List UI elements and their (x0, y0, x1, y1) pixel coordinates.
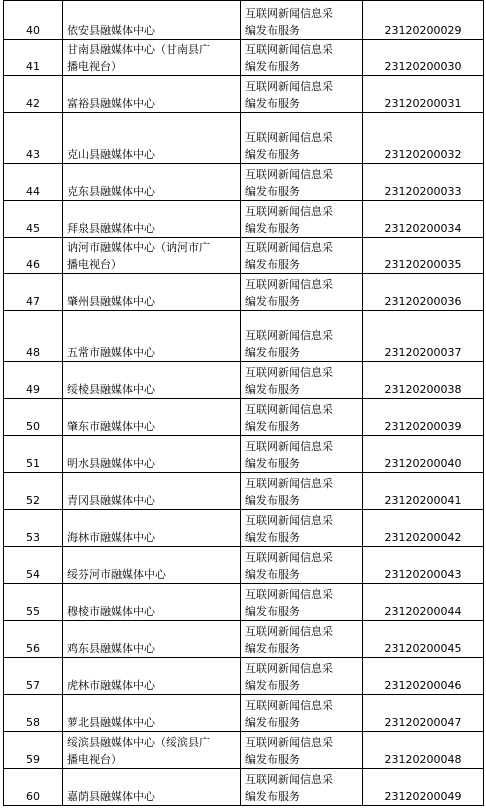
service-type: 互联网新闻信息采 编发布服务 (245, 662, 333, 692)
license-code: 23120200047 (384, 716, 462, 729)
row-number-cell (4, 621, 63, 658)
license-code-cell (363, 164, 484, 201)
organization-name-cell (63, 547, 241, 584)
organization-name: 富裕县融媒体中心 (67, 97, 155, 110)
license-code: 23120200037 (384, 346, 462, 359)
row-number-cell (4, 76, 63, 113)
service-type: 互联网新闻信息采 编发布服务 (245, 699, 333, 729)
license-code-cell (363, 732, 484, 769)
license-code: 23120200045 (384, 642, 462, 655)
service-type-cell (241, 399, 363, 436)
service-type-cell (241, 238, 363, 274)
row-number-cell (4, 274, 63, 311)
organization-name: 依安县融媒体中心 (67, 24, 155, 37)
row-number: 60 (26, 790, 40, 803)
license-code-cell (363, 274, 484, 311)
organization-name-cell (63, 436, 241, 473)
service-type-cell (241, 1, 363, 40)
table-row (4, 584, 484, 621)
license-code: 23120200033 (384, 185, 462, 198)
table-row (4, 436, 484, 473)
organization-name: 五常市融媒体中心 (67, 346, 155, 359)
organization-name: 甘南县融媒体中心（甘南县广 播电视台） (67, 43, 210, 73)
service-type: 互联网新闻信息采 编发布服务 (245, 588, 333, 618)
license-code-cell (363, 76, 484, 113)
organization-name: 拜泉县融媒体中心 (67, 222, 155, 235)
organization-name-cell (63, 311, 241, 362)
service-type: 互联网新闻信息采 编发布服务 (245, 329, 333, 359)
organization-name: 肇东市融媒体中心 (67, 420, 155, 433)
table-row (4, 40, 484, 76)
row-number: 42 (26, 97, 40, 110)
license-code-cell (363, 658, 484, 695)
organization-name: 绥滨县融媒体中心（绥滨县广 播电视台） (67, 736, 210, 766)
table-row (4, 362, 484, 399)
organization-name-cell (63, 238, 241, 274)
row-number: 55 (26, 605, 40, 618)
row-number-cell (4, 658, 63, 695)
license-code-cell (363, 362, 484, 399)
service-type-cell (241, 732, 363, 769)
row-number: 46 (26, 258, 40, 271)
license-code: 23120200041 (384, 494, 462, 507)
row-number: 53 (26, 531, 40, 544)
service-type-cell (241, 164, 363, 201)
table-row (4, 732, 484, 769)
license-code: 23120200036 (384, 295, 462, 308)
row-number: 43 (26, 148, 40, 161)
table-row (4, 274, 484, 311)
row-number: 50 (26, 420, 40, 433)
license-code: 23120200046 (384, 679, 462, 692)
service-type: 互联网新闻信息采 编发布服务 (245, 477, 333, 507)
table-row (4, 1, 484, 40)
table-row (4, 113, 484, 164)
organization-name: 克山县融媒体中心 (67, 148, 155, 161)
organization-name-cell (63, 510, 241, 547)
row-number: 48 (26, 346, 40, 359)
service-type: 互联网新闻信息采 编发布服务 (245, 80, 333, 110)
organization-name-cell (63, 584, 241, 621)
license-code: 23120200044 (384, 605, 462, 618)
table-row (4, 695, 484, 732)
row-number: 59 (26, 753, 40, 766)
license-code-cell (363, 695, 484, 732)
table-row (4, 399, 484, 436)
organization-name: 青冈县融媒体中心 (67, 494, 155, 507)
organization-name-cell (63, 164, 241, 201)
table-row (4, 510, 484, 547)
table-body (4, 1, 484, 806)
license-code-cell (363, 399, 484, 436)
organization-name-cell (63, 658, 241, 695)
table-row (4, 76, 484, 113)
service-type-cell (241, 436, 363, 473)
row-number: 54 (26, 568, 40, 581)
service-type-cell (241, 584, 363, 621)
organization-name: 明水县融媒体中心 (67, 457, 155, 470)
license-code: 23120200030 (384, 60, 462, 73)
license-code-cell (363, 436, 484, 473)
license-code: 23120200031 (384, 97, 462, 110)
organization-name-cell (63, 399, 241, 436)
row-number-cell (4, 113, 63, 164)
service-type-cell (241, 311, 363, 362)
row-number: 40 (26, 24, 40, 37)
license-code: 23120200032 (384, 148, 462, 161)
row-number: 52 (26, 494, 40, 507)
organization-name: 虎林市融媒体中心 (67, 679, 155, 692)
license-code: 23120200034 (384, 222, 462, 235)
license-code: 23120200039 (384, 420, 462, 433)
row-number: 49 (26, 383, 40, 396)
service-type: 互联网新闻信息采 编发布服务 (245, 403, 333, 433)
row-number-cell (4, 547, 63, 584)
row-number-cell (4, 201, 63, 238)
license-code: 23120200035 (384, 258, 462, 271)
organization-name: 克东县融媒体中心 (67, 185, 155, 198)
row-number-cell (4, 399, 63, 436)
service-type-cell (241, 201, 363, 238)
license-code: 23120200049 (384, 790, 462, 803)
service-type: 互联网新闻信息采 编发布服务 (245, 278, 333, 308)
service-type: 互联网新闻信息采 编发布服务 (245, 7, 333, 37)
row-number: 44 (26, 185, 40, 198)
license-code-cell (363, 621, 484, 658)
organization-name-cell (63, 113, 241, 164)
table-row (4, 238, 484, 274)
organization-name-cell (63, 40, 241, 76)
service-type-cell (241, 695, 363, 732)
organization-name-cell (63, 201, 241, 238)
row-number-cell (4, 436, 63, 473)
license-code: 23120200040 (384, 457, 462, 470)
organization-name: 穆棱市融媒体中心 (67, 605, 155, 618)
organization-name-cell (63, 732, 241, 769)
service-type-cell (241, 621, 363, 658)
organization-name: 萝北县融媒体中心 (67, 716, 155, 729)
service-type: 互联网新闻信息采 编发布服务 (245, 736, 333, 766)
license-code-cell (363, 238, 484, 274)
table-row (4, 547, 484, 584)
service-type-cell (241, 113, 363, 164)
service-type-cell (241, 274, 363, 311)
license-code-cell (363, 311, 484, 362)
service-type: 互联网新闻信息采 编发布服务 (245, 514, 333, 544)
row-number-cell (4, 1, 63, 40)
row-number-cell (4, 238, 63, 274)
service-type: 互联网新闻信息采 编发布服务 (245, 131, 333, 161)
service-type-cell (241, 76, 363, 113)
table-row (4, 311, 484, 362)
table-row (4, 201, 484, 238)
license-code: 23120200029 (384, 24, 462, 37)
service-type-cell (241, 40, 363, 76)
row-number: 56 (26, 642, 40, 655)
service-type-cell (241, 362, 363, 399)
organization-name: 绥芬河市融媒体中心 (67, 568, 166, 581)
license-code-cell (363, 201, 484, 238)
organization-name-cell (63, 362, 241, 399)
service-type-cell (241, 547, 363, 584)
row-number-cell (4, 510, 63, 547)
license-code-cell (363, 40, 484, 76)
row-number-cell (4, 164, 63, 201)
table-row (4, 164, 484, 201)
row-number-cell (4, 695, 63, 732)
license-code: 23120200043 (384, 568, 462, 581)
service-type-cell (241, 769, 363, 806)
organization-name: 嘉荫县融媒体中心 (67, 790, 155, 803)
license-code: 23120200038 (384, 383, 462, 396)
row-number-cell (4, 40, 63, 76)
service-type: 互联网新闻信息采 编发布服务 (245, 773, 333, 803)
row-number: 51 (26, 457, 40, 470)
organization-name: 海林市融媒体中心 (67, 531, 155, 544)
license-code: 23120200048 (384, 753, 462, 766)
service-type: 互联网新闻信息采 编发布服务 (245, 241, 333, 271)
organization-name-cell (63, 695, 241, 732)
organization-name-cell (63, 769, 241, 806)
service-type: 互联网新闻信息采 编发布服务 (245, 205, 333, 235)
organization-name: 鸡东县融媒体中心 (67, 642, 155, 655)
license-code-cell (363, 473, 484, 510)
row-number: 41 (26, 60, 40, 73)
organization-name: 绥棱县融媒体中心 (67, 383, 155, 396)
license-code-cell (363, 547, 484, 584)
license-code-cell (363, 769, 484, 806)
table-row (4, 658, 484, 695)
service-type: 互联网新闻信息采 编发布服务 (245, 43, 333, 73)
table-row (4, 473, 484, 510)
organization-name-cell (63, 1, 241, 40)
row-number: 45 (26, 222, 40, 235)
service-type-cell (241, 510, 363, 547)
row-number-cell (4, 584, 63, 621)
service-type-cell (241, 658, 363, 695)
table-row (4, 769, 484, 806)
table-row (4, 621, 484, 658)
row-number-cell (4, 732, 63, 769)
license-code-cell (363, 584, 484, 621)
license-code-cell (363, 510, 484, 547)
service-type: 互联网新闻信息采 编发布服务 (245, 625, 333, 655)
row-number: 57 (26, 679, 40, 692)
license-code-cell (363, 1, 484, 40)
service-type-cell (241, 473, 363, 510)
row-number: 58 (26, 716, 40, 729)
service-type: 互联网新闻信息采 编发布服务 (245, 551, 333, 581)
row-number-cell (4, 362, 63, 399)
row-number: 47 (26, 295, 40, 308)
organization-name-cell (63, 274, 241, 311)
license-code: 23120200042 (384, 531, 462, 544)
service-type: 互联网新闻信息采 编发布服务 (245, 168, 333, 198)
organization-name-cell (63, 473, 241, 510)
service-type: 互联网新闻信息采 编发布服务 (245, 440, 333, 470)
license-table (3, 0, 484, 806)
row-number-cell (4, 769, 63, 806)
organization-name: 讷河市融媒体中心（讷河市广 播电视台） (67, 241, 210, 271)
organization-name: 肇州县融媒体中心 (67, 295, 155, 308)
service-type: 互联网新闻信息采 编发布服务 (245, 366, 333, 396)
license-code-cell (363, 113, 484, 164)
organization-name-cell (63, 76, 241, 113)
row-number-cell (4, 473, 63, 510)
organization-name-cell (63, 621, 241, 658)
row-number-cell (4, 311, 63, 362)
